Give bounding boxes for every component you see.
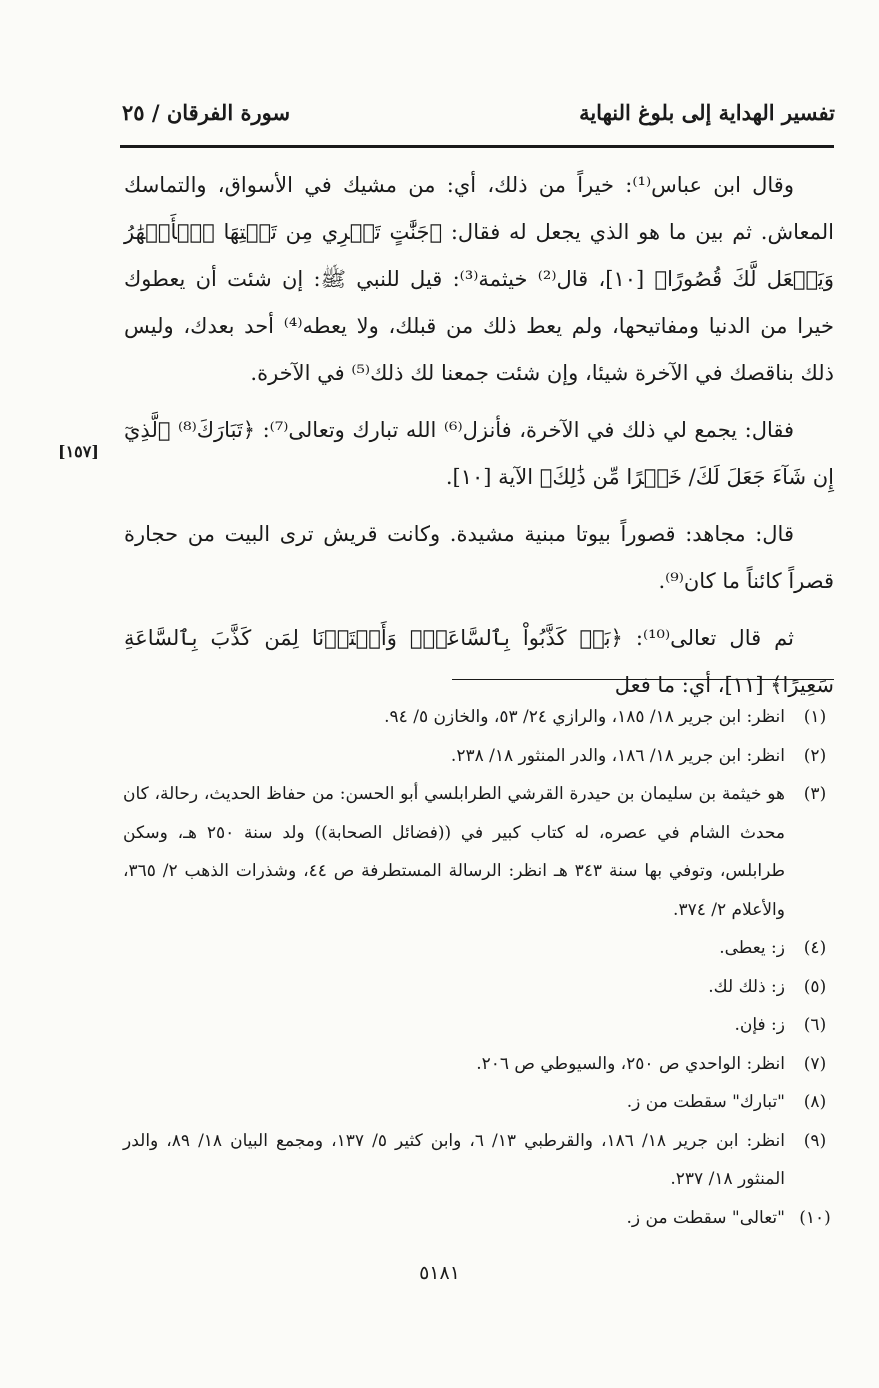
footnote-text: انظر: الواحدي ص ٢٥٠، والسيوطي ص ٢٠٦. — [476, 1053, 785, 1074]
footnote — [123, 698, 835, 737]
footnote-rule — [452, 679, 834, 680]
margin-page-reference: [١٥٧] — [58, 442, 99, 461]
footnote — [123, 929, 835, 968]
footnote-text: ز: يعطى. — [719, 938, 785, 958]
footnote-text: انظر: ابن جرير ١٨/ ١٨٦، والقرطبي ١٣/ ٦، وابن كثير ٥/ ١٣٧، ومجمع البيان ١٨/ ٨٩، والدر المنثور ١٨/ ٢٣٧. — [123, 1130, 785, 1189]
paragraph-3: قال: مجاهد: قصوراً بيوتا مبنية مشيدة. وكانت قريش ترى البيت من حجارة قصراً كائناً ما كان⁽⁹⁾. — [124, 522, 834, 593]
footnote-number: (٩) — [803, 1130, 827, 1151]
footnote — [123, 1083, 835, 1122]
page-number: ٥١٨١ — [419, 1262, 460, 1284]
surah-page-header: سورة الفرقان / ٢٥ — [122, 100, 291, 125]
footnotes-list — [123, 698, 835, 1237]
footnote-number: (٦) — [803, 1015, 827, 1035]
footnote-text: "تعالى" سقطت من ز. — [626, 1207, 785, 1228]
footnote-number: (١) — [803, 707, 827, 727]
footnote — [123, 1006, 835, 1045]
footnote — [123, 1199, 835, 1238]
paragraph-4: ثم قال تعالى⁽¹⁰⁾: ﴿بَلۡ كَذَّبُواْ بِٱلسَّاعَةِۖ وَأَعۡتَدۡنَا لِمَن كَذَّبَ بِٱلسَّاعَةِ سَعِيرًا﴾ [١١]، أي: ما فعل — [124, 626, 834, 697]
footnote-number: (٨) — [803, 1092, 827, 1112]
footnote-number: (٥) — [803, 976, 827, 997]
footnote-number: (٤) — [803, 938, 827, 958]
footnote-number: (١٠) — [799, 1207, 831, 1228]
footnote-text: هو خيثمة بن سليمان بن حيدرة القرشي الطرابلسي أبو الحسن: من حفاظ الحديث، رحالة، كان محدث الشام في عصره، له كتاب كبير في ((فضائل الصحابة)) ولد سنة ٢٥٠ هـ، وسكن طرابلس، وتوفي بها سنة ٣٤٣ هـ انظر: الرسالة المستطرفة ص ٤٤، وشذرات الذهب ٢/ ٣٦٥، والأعلام ٢/ ٣٧٤. — [123, 784, 785, 920]
paragraph-2: فقال: يجمع لي ذلك في الآخرة، فأنزل⁽⁶⁾ الله تبارك وتعالى⁽⁷⁾: ﴿تَبَارَكَ⁽⁸⁾ ٱلَّذِيٓ إِن شَآءَ جَعَلَ لَكَ/ خَيۡرًا مِّن ذَٰلِكَ﴾ الآية [١٠]. — [124, 418, 834, 489]
paragraph-1: وقال ابن عباس⁽¹⁾: خيراً من ذلك، أي: من مشيك في الأسواق، والتماسك المعاش. ثم بين ما هو الذي يجعل له فقال: ﴿جَنَّٰتٍ تَجۡرِي مِن تَحۡتِهَا ٱلۡأَنۡهَٰرُ وَيَجۡعَل لَّكَ قُصُورًا﴾ [١٠]، قال⁽²⁾ خيثمة⁽³⁾: قيل للنبي ﷺ: إن شئت أن يعطوك خيرا من الدنيا ومفاتيحها، ولم يعط ذلك من قبلك، ولا يعطه⁽⁴⁾ أحد بعدك، وليس ذلك بناقصك في الآخرة شيئا، وإن شئت جمعنا لك ذلك⁽⁵⁾ في الآخرة. — [124, 173, 835, 385]
footnote — [123, 968, 835, 1007]
footnote-text: "تبارك" سقطت من ز. — [626, 1092, 785, 1112]
book-title: تفسير الهداية إلى بلوغ النهاية — [579, 100, 835, 125]
footnote — [123, 1122, 835, 1199]
footnote — [123, 1045, 835, 1084]
footnote-text: ز: ذلك لك. — [708, 976, 785, 997]
footnote-number: (٢) — [803, 745, 827, 766]
footnote — [123, 737, 835, 776]
footnote-text: انظر: ابن جرير ١٨/ ١٨٦، والدر المنثور ١٨/ ٢٣٨. — [450, 745, 785, 766]
footnote — [123, 775, 835, 929]
footnote-number: (٣) — [803, 784, 827, 804]
main-text — [124, 162, 834, 719]
footnote-number: (٧) — [803, 1053, 827, 1074]
footnote-text: انظر: ابن جرير ١٨/ ١٨٥، والرازي ٢٤/ ٥٣، والخازن ٥/ ٩٤. — [384, 707, 785, 727]
footnote-text: ز: فإن. — [734, 1015, 785, 1035]
header-rule — [120, 145, 834, 148]
